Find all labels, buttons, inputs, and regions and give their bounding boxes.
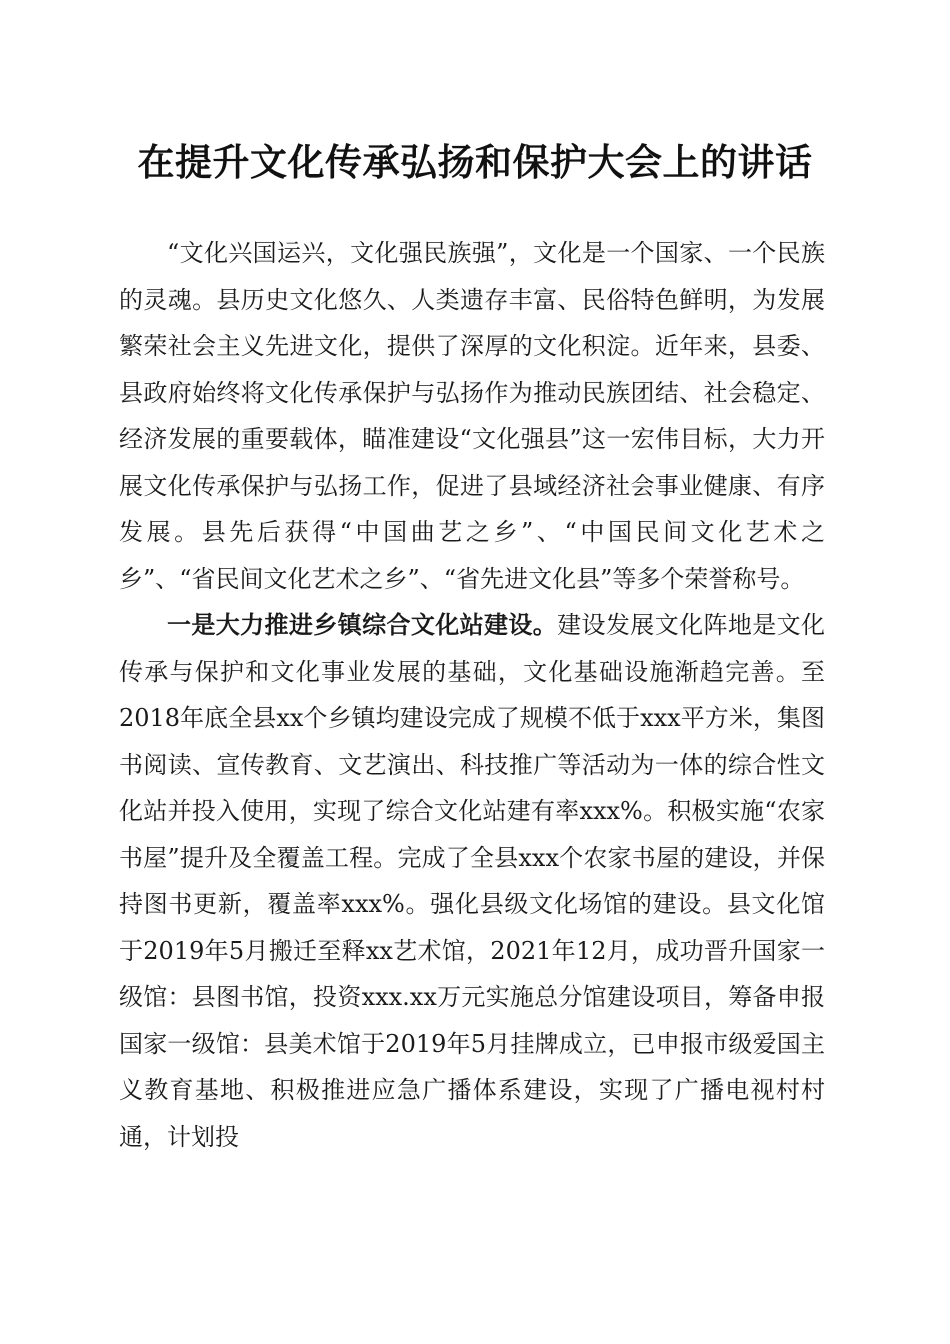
paragraph-intro: [119, 230, 825, 602]
section-heading: 一是大力推进乡镇综合文化站建设。: [167, 610, 558, 639]
document-title: 在提升文化传承弘扬和保护大会上的讲话: [137, 140, 813, 184]
paragraph-text: “文化兴国运兴，文化强民族强”，文化是一个国家、一个民族的灵魂。县历史文化悠久、人类遗存丰富、民俗特色鲜明，为发展繁荣社会主义先进文化，提供了深厚的文化积淀。近年来，县委、县政府始终将文化传承保护与弘扬作为推动民族团结、社会稳定、经济发展的重要载体，瞄准建设“文化强县”这一宏伟目标，大力开展文化传承保护与弘扬工作，促进了县域经济社会事业健康、有序发展。县先后获得“中国曲艺之乡”、“中国民间文化艺术之乡”、“省民间文化艺术之乡”、“省先进文化县”等多个荣誉称号。: [119, 239, 825, 593]
document-body: [119, 230, 825, 1160]
paragraph-section-one: [119, 602, 825, 1160]
paragraph-text: 建设发展文化阵地是文化传承与保护和文化事业发展的基础，文化基础设施渐趋完善。至2018年底全县xx个乡镇均建设完成了规模不低于xxx平方米，集图书阅读、宣传教育、文艺演出、科技推广等活动为一体的综合性文化站并投入使用，实现了综合文化站建有率xxx%。积极实施“农家书屋”提升及全覆盖工程。完成了全县xxx个农家书屋的建设，并保持图书更新，覆盖率xxx%。强化县级文化场馆的建设。县文化馆于2019年5月搬迁至释xx艺术馆，2021年12月，成功晋升国家一级馆：县图书馆，投资xxx.xx万元实施总分馆建设项目，筹备申报国家一级馆：县美术馆于2019年5月挂牌成立，已申报市级爱国主义教育基地、积极推进应急广播体系建设，实现了广播电视村村通，计划投: [119, 611, 826, 1151]
